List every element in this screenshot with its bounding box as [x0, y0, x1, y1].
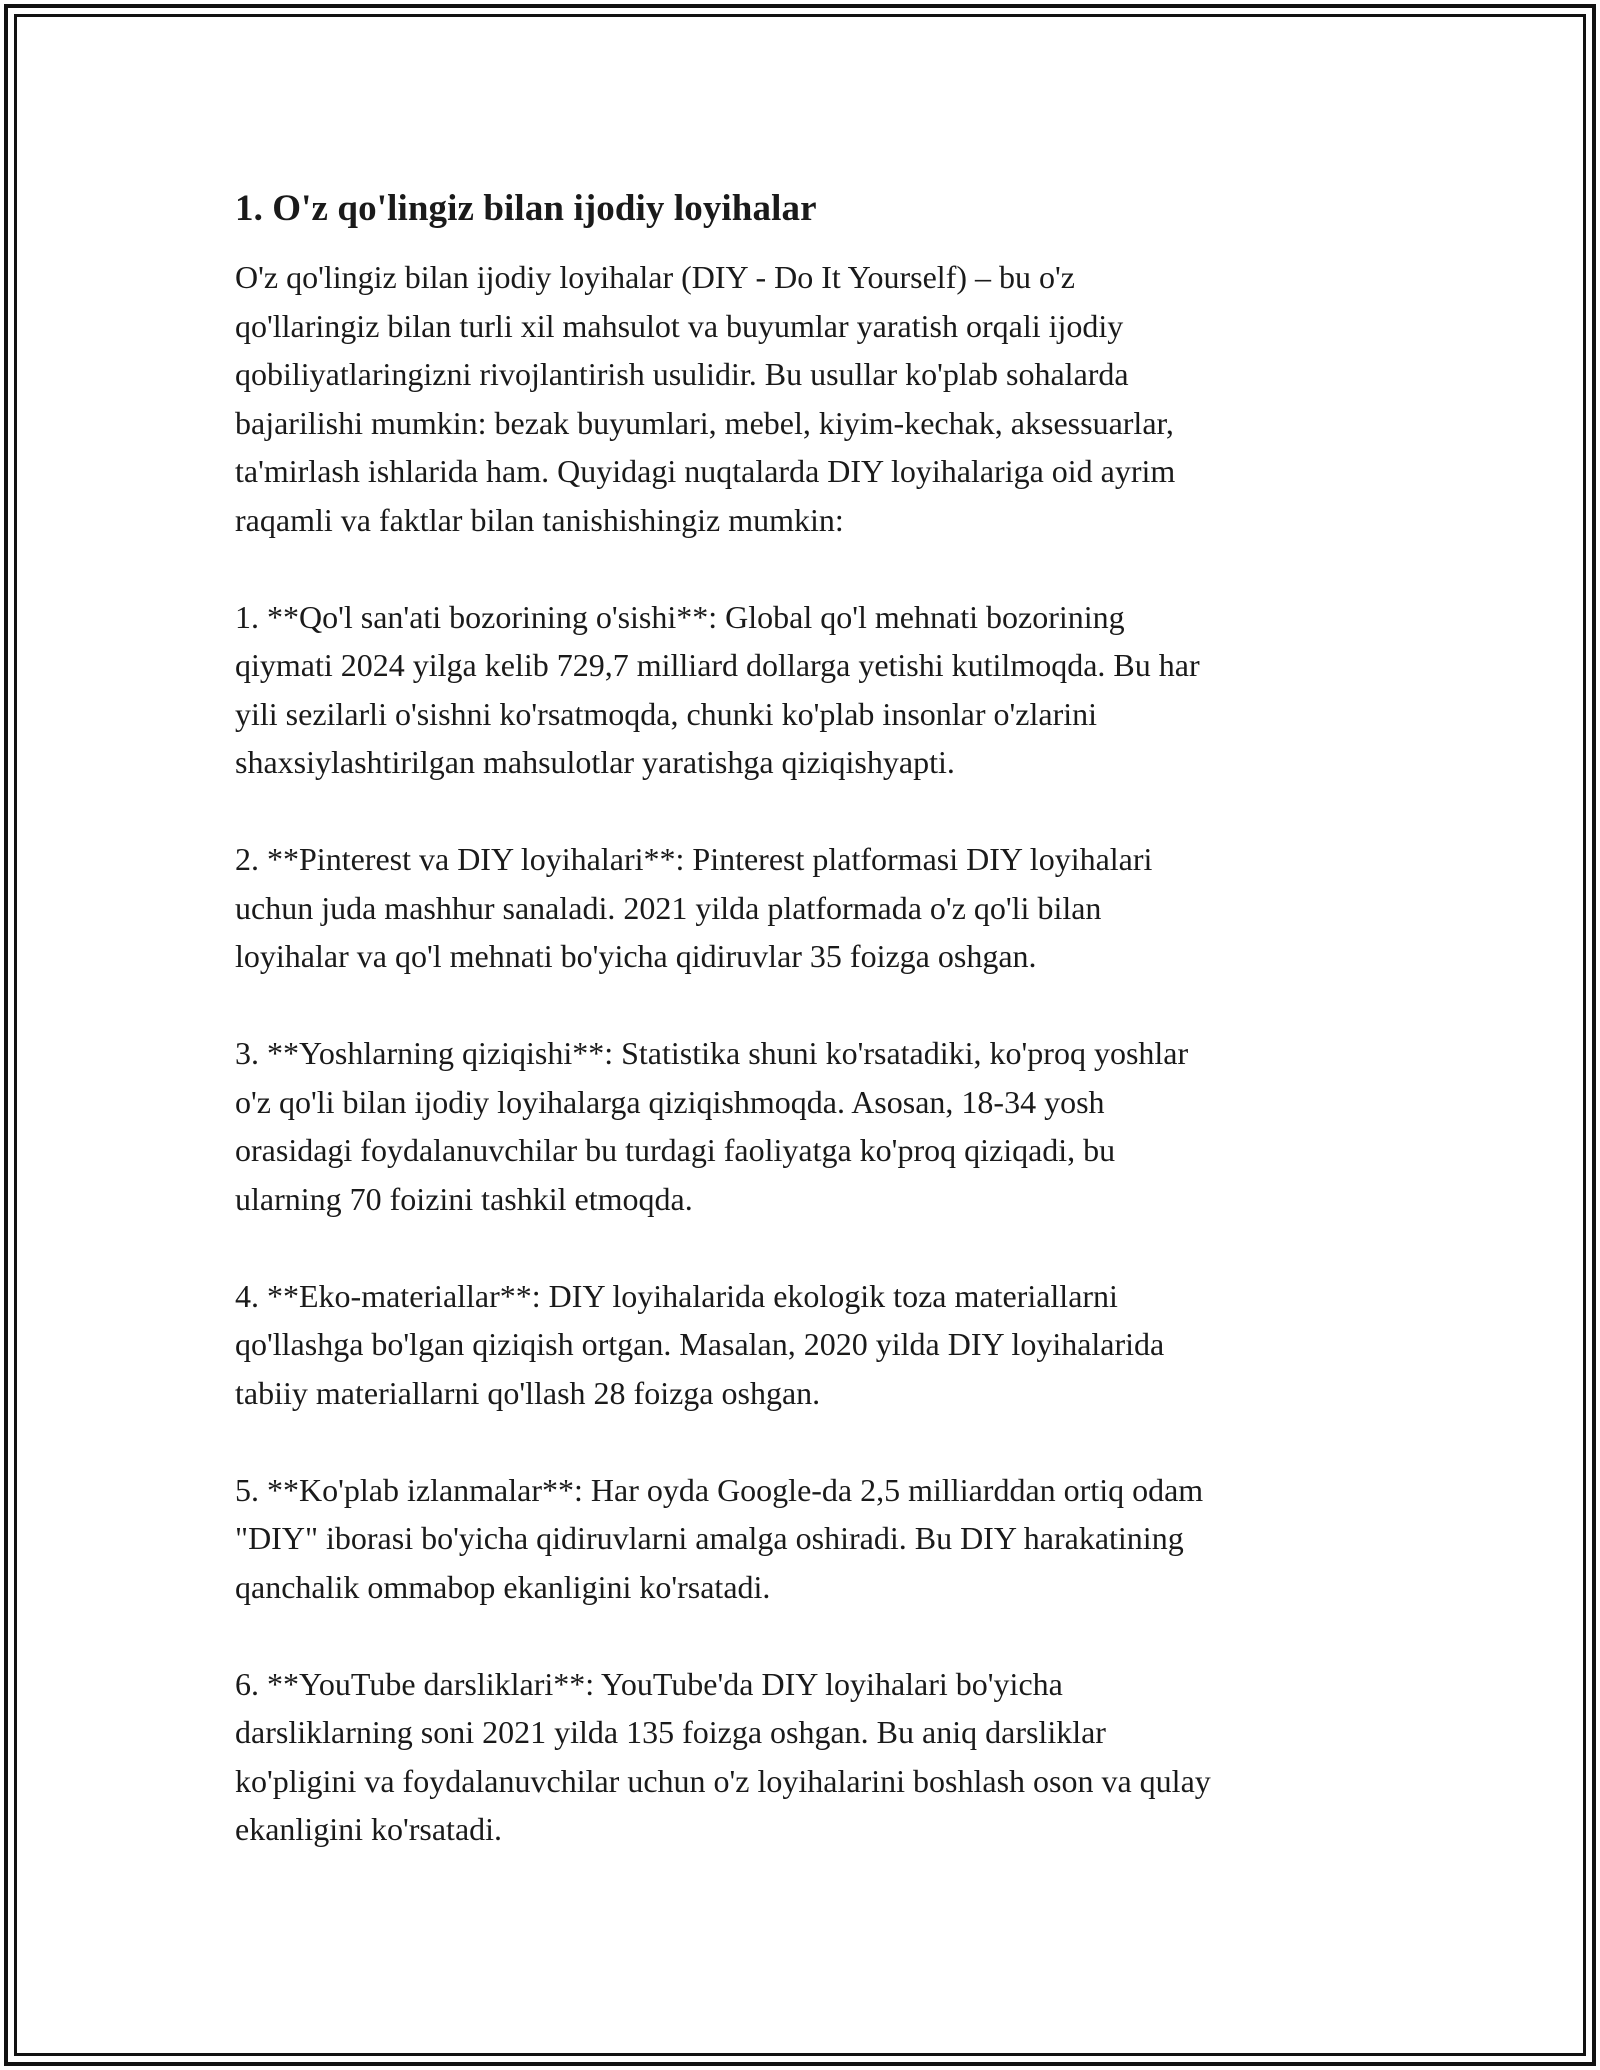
text-line: 5. **Ko'plab izlanmalar**: Har oyda Google-da 2,5 milliarddan ortiq odam [235, 1471, 1204, 1508]
text-line: 2. **Pinterest va DIY loyihalari**: Pinterest platformasi DIY loyihalari [235, 841, 1153, 877]
text-line: tabiiy materiallarni qo'llash 28 foizga oshgan. [235, 1374, 821, 1411]
text-line: qo'llashga bo'lgan qiziqish ortgan. Masalan, 2020 yilda DIY loyihalarida [235, 1326, 1165, 1362]
section-title: 1. O'z qo'lingiz bilan ijodiy loyihalar [235, 188, 817, 229]
text-line: orasidagi foydalanuvchilar bu turdagi faoliyatga ko'proq qiziqadi, bu [235, 1132, 1116, 1168]
text-line: yili sezilarli o'sishni ko'rsatmoqda, chunki ko'plab insonlar o'zlarini [235, 695, 1098, 732]
text-line: loyihalar va qo'l mehnati bo'yicha qidiruvlar 35 foizga oshgan. [235, 938, 1037, 974]
list-item-2 [235, 835, 1370, 981]
text-line: 1. **Qo'l san'ati bozorining o'sishi**: Global qo'l mehnati bozorining [235, 598, 1125, 635]
text-line: ko'pligini va foydalanuvchilar uchun o'z loyihalarini boshlash oson va qulay [235, 1762, 1211, 1799]
text-line: shaxsiylashtirilgan mahsulotlar yaratishga qiziqishyapti. [235, 744, 955, 780]
text-line: O'z qo'lingiz bilan ijodiy loyihalar (DIY - Do It Yourself) – bu o'z [235, 259, 1075, 295]
text-line: ta'mirlash ishlarida ham. Quyidagi nuqtalarda DIY loyihalariga oid ayrim [235, 453, 1176, 489]
text-line: 3. **Yoshlarning qiziqishi**: Statistika shuni ko'rsatadiki, ko'proq yoshlar [235, 1035, 1189, 1071]
text-line: "DIY" iborasi bo'yicha qidiruvlarni amalga oshiradi. Bu DIY harakatining [235, 1520, 1184, 1556]
list-item-1 [235, 593, 1370, 787]
document-body [235, 185, 1370, 1902]
text-line: uchun juda mashhur sanaladi. 2021 yilda platformada o'z qo'li bilan [235, 889, 1102, 926]
text-line: ularning 70 foizini tashkil etmoqda. [235, 1180, 693, 1217]
list-item-6 [235, 1660, 1370, 1854]
text-line: 6. **YouTube darsliklari**: YouTube'da DIY loyihalari bo'yicha [235, 1665, 1063, 1702]
text-line: bajarilishi mumkin: bezak buyumlari, mebel, kiyim-kechak, aksessuarlar, [235, 404, 1174, 441]
text-line: qanchalik ommabop ekanligini ko'rsatadi. [235, 1568, 771, 1605]
text-line: qobiliyatlaringizni rivojlantirish usulidir. Bu usullar ko'plab sohalarda [235, 356, 1129, 392]
text-line: qiymati 2024 yilga kelib 729,7 milliard dollarga yetishi kutilmoqda. Bu har [235, 647, 1200, 683]
intro-paragraph [235, 253, 1370, 544]
list-item-3 [235, 1029, 1370, 1223]
text-line: 4. **Eko-materiallar**: DIY loyihalarida ekologik toza materiallarni [235, 1277, 1118, 1314]
list-item-4 [235, 1272, 1370, 1418]
text-line: raqamli va faktlar bilan tanishishingiz mumkin: [235, 501, 844, 538]
list-item-5 [235, 1466, 1370, 1612]
text-line: darsliklarning soni 2021 yilda 135 foizga oshgan. Bu aniq darsliklar [235, 1714, 1106, 1750]
text-line: qo'llaringiz bilan turli xil mahsulot va buyumlar yaratish orqali ijodiy [235, 307, 1124, 344]
text-line: o'z qo'li bilan ijodiy loyihalarga qiziqishmoqda. Asosan, 18-34 yosh [235, 1083, 1105, 1120]
text-line: ekanligini ko'rsatadi. [235, 1811, 503, 1847]
